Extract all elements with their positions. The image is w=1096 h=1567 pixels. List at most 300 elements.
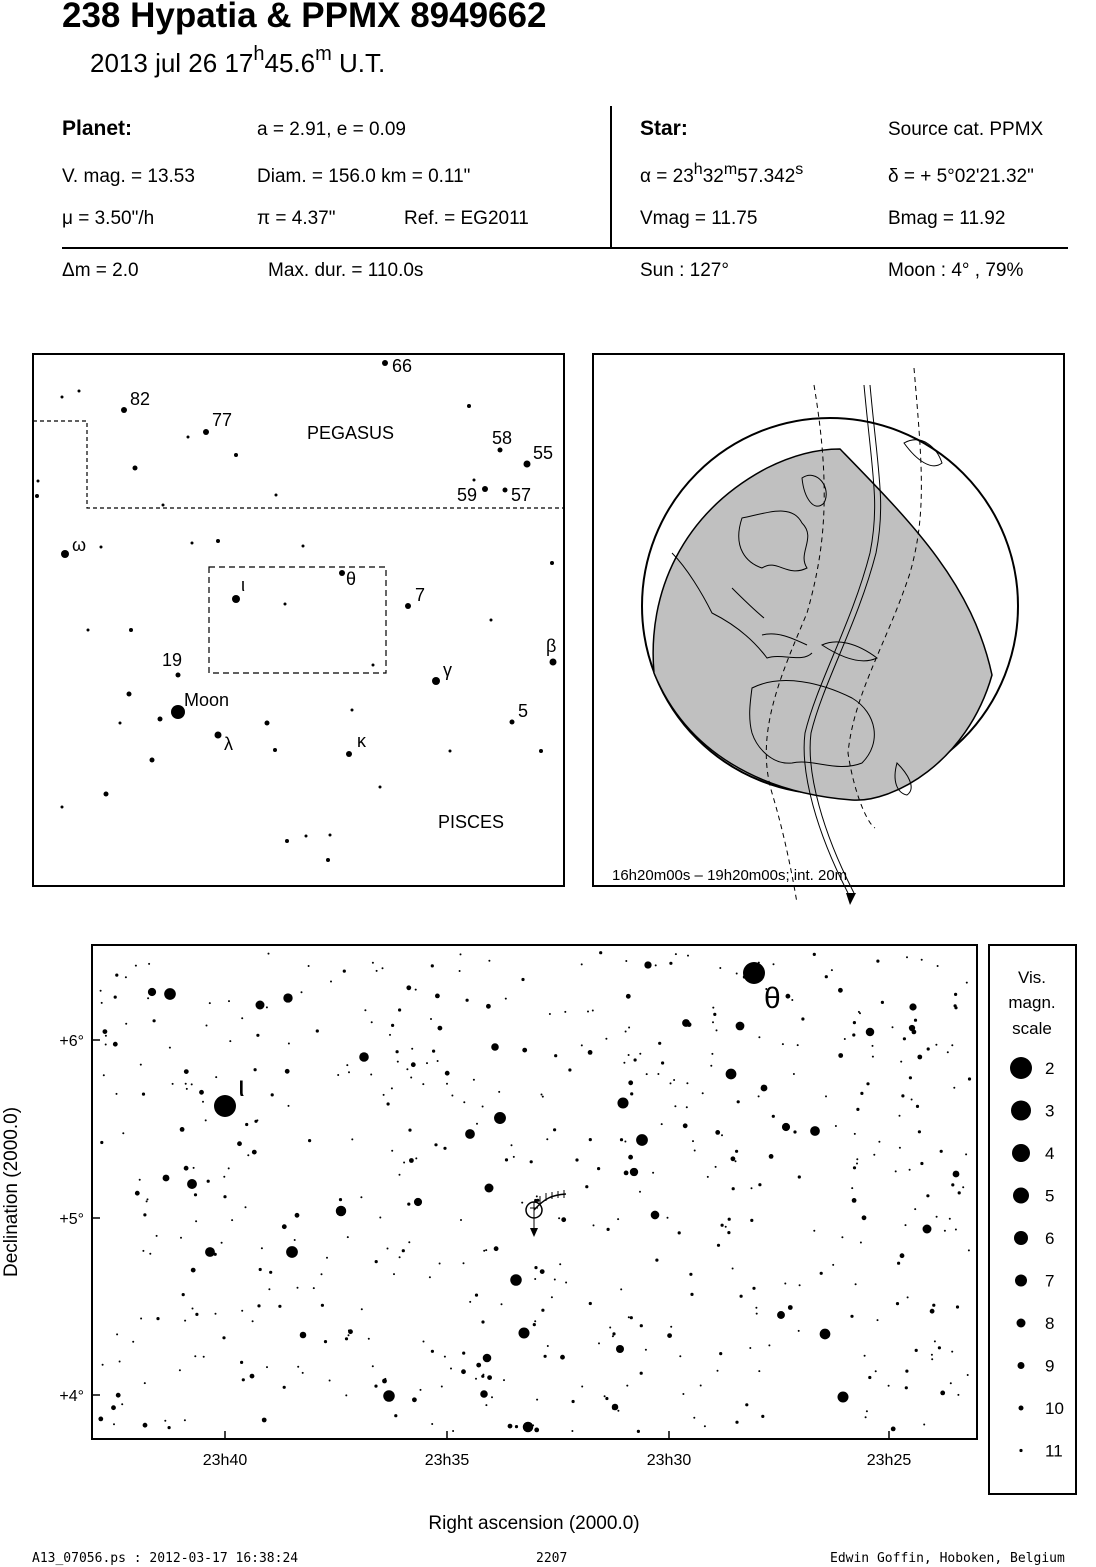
field-star xyxy=(949,1218,951,1220)
field-star xyxy=(503,1379,505,1381)
field-star xyxy=(533,1323,536,1326)
author: Edwin Goffin, Hoboken, Belgium xyxy=(830,1551,1065,1566)
field-star xyxy=(268,953,270,955)
field-star xyxy=(727,1231,730,1234)
field-star xyxy=(348,1329,353,1334)
legend-title-2: magn. xyxy=(1008,993,1056,1012)
ra-tick-2325: 23h25 xyxy=(866,1452,912,1469)
planet-orbit: a = 2.91, e = 0.09 xyxy=(257,119,406,140)
field-star xyxy=(148,988,156,996)
field-star xyxy=(850,1315,853,1318)
label-19: 19 xyxy=(162,650,183,670)
x-axis-label: Right ascension (2000.0) xyxy=(428,1513,640,1534)
field-star xyxy=(853,1166,856,1169)
field-star xyxy=(736,973,738,975)
field-star xyxy=(192,1308,194,1310)
field-star xyxy=(568,1068,571,1071)
field-star xyxy=(735,1160,737,1162)
field-star xyxy=(667,1333,672,1338)
legend-mag-label: 4 xyxy=(1045,1144,1055,1163)
field-star xyxy=(940,1150,943,1153)
field-star xyxy=(256,1034,259,1037)
field-star xyxy=(460,1219,462,1221)
field-star xyxy=(930,1309,935,1314)
field-star xyxy=(149,1253,151,1255)
field-star xyxy=(399,1174,401,1176)
label-59: 59 xyxy=(457,485,478,505)
ra-tick-labels xyxy=(203,1452,912,1469)
field-star xyxy=(758,1183,761,1186)
field-star xyxy=(891,1427,896,1432)
field-star xyxy=(431,1350,434,1353)
field-star xyxy=(551,1296,553,1298)
field-star xyxy=(297,1366,299,1368)
field-star xyxy=(302,1372,304,1374)
field-star xyxy=(485,1249,487,1251)
star-iota xyxy=(214,1095,236,1117)
field-star xyxy=(345,1337,348,1340)
field-star xyxy=(487,1375,492,1380)
field-star xyxy=(679,1355,681,1357)
field-star xyxy=(182,1293,185,1296)
field-star xyxy=(295,1213,300,1218)
field-star xyxy=(731,1156,736,1161)
field-star xyxy=(297,1287,299,1289)
field-star xyxy=(403,1162,405,1164)
field-star xyxy=(372,1365,374,1367)
field-star xyxy=(348,1334,350,1336)
planet-ref: Ref. = EG2011 xyxy=(404,208,529,229)
field-star xyxy=(343,970,346,973)
field-star xyxy=(873,1154,875,1156)
field-star xyxy=(469,1301,471,1303)
field-star xyxy=(203,1356,205,1358)
field-star xyxy=(588,1050,593,1055)
field-star xyxy=(598,1342,600,1344)
field-star xyxy=(788,1305,793,1310)
field-star xyxy=(717,1370,719,1372)
field-star xyxy=(628,1155,633,1160)
field-star xyxy=(384,1378,386,1380)
field-star xyxy=(135,1191,140,1196)
legend-mag-label: 9 xyxy=(1045,1356,1055,1376)
field-star xyxy=(505,1158,508,1161)
field-star xyxy=(791,999,793,1001)
field-star xyxy=(125,1023,127,1025)
field-star xyxy=(426,1062,428,1064)
field-star xyxy=(916,1105,919,1108)
field-star xyxy=(336,1206,346,1216)
field-star xyxy=(184,1166,189,1171)
event-time: 2013 jul 26 17$^h$45.6$^m$ U.T. xyxy=(90,43,386,78)
label-lambda: λ xyxy=(224,734,233,754)
field-star xyxy=(394,1414,397,1417)
field-star xyxy=(951,1183,954,1186)
field-star xyxy=(587,1011,589,1013)
field-star xyxy=(721,1134,723,1136)
field-star xyxy=(899,1147,901,1149)
field-star xyxy=(491,1043,499,1051)
field-star xyxy=(777,1311,785,1319)
field-star xyxy=(100,1141,103,1144)
field-star xyxy=(360,1196,362,1198)
legend-dot xyxy=(1013,1188,1029,1204)
field-star xyxy=(630,1316,633,1319)
field-star xyxy=(907,1296,909,1298)
label-pegasus: PEGASUS xyxy=(307,423,395,443)
field-star xyxy=(410,1077,412,1079)
field-star xyxy=(262,1418,267,1423)
field-star xyxy=(163,1175,170,1182)
field-star xyxy=(700,1385,702,1387)
field-star xyxy=(589,1302,592,1305)
legend-dot xyxy=(1015,1275,1027,1287)
field-star xyxy=(719,1352,722,1355)
field-star xyxy=(430,1018,432,1020)
field-star xyxy=(597,1167,600,1170)
field-star xyxy=(554,1279,556,1281)
field-star xyxy=(398,1008,401,1011)
field-star xyxy=(936,1216,938,1218)
field-star xyxy=(229,1040,231,1042)
field-star xyxy=(379,1217,381,1219)
field-star xyxy=(214,1253,217,1256)
field-star xyxy=(852,1033,855,1036)
field-star xyxy=(184,1320,186,1322)
field-star xyxy=(607,1228,610,1231)
field-star xyxy=(689,1273,692,1276)
field-star xyxy=(693,1417,695,1419)
field-star xyxy=(772,1115,775,1118)
field-star xyxy=(111,1405,116,1410)
field-star xyxy=(195,1313,198,1316)
field-star xyxy=(624,1171,629,1176)
field-star xyxy=(571,1430,573,1432)
field-star xyxy=(947,1051,949,1053)
field-star xyxy=(956,1305,959,1308)
label-58: 58 xyxy=(492,428,513,448)
field-star xyxy=(431,1423,433,1425)
field-star xyxy=(411,1048,413,1050)
field-star xyxy=(940,1391,945,1396)
field-star xyxy=(561,1217,566,1222)
field-star xyxy=(544,1355,547,1358)
field-star xyxy=(702,1092,704,1094)
field-star xyxy=(825,975,828,978)
field-star xyxy=(855,1283,857,1285)
field-star xyxy=(541,1309,544,1312)
field-star xyxy=(911,1099,913,1101)
field-star xyxy=(620,1288,622,1290)
field-star xyxy=(921,959,923,961)
field-star xyxy=(483,1354,492,1363)
field-star xyxy=(694,1150,696,1152)
field-star xyxy=(626,994,631,999)
planet-mu: μ = 3.50"/h xyxy=(62,208,155,229)
field-star xyxy=(915,1349,918,1352)
field-star xyxy=(102,1364,104,1366)
field-star xyxy=(624,1141,626,1143)
field-star xyxy=(841,1236,843,1238)
field-star xyxy=(300,1332,307,1339)
field-star xyxy=(115,974,118,977)
field-star xyxy=(415,989,417,991)
field-star xyxy=(288,1043,290,1045)
label-beta: β xyxy=(546,636,557,656)
magnitude-legend xyxy=(988,944,1078,1496)
field-star xyxy=(547,1345,549,1347)
field-star xyxy=(396,1050,399,1053)
field-star xyxy=(875,1370,877,1372)
field-star xyxy=(749,1347,751,1349)
dec-tick-6: +6° xyxy=(59,1033,84,1050)
field-star xyxy=(625,1031,627,1033)
field-star xyxy=(966,982,968,984)
field-star xyxy=(935,1044,937,1046)
star-heading: Star: xyxy=(640,117,688,140)
field-star xyxy=(414,1198,422,1206)
legend-dot xyxy=(1019,1449,1022,1452)
field-star xyxy=(751,1187,753,1189)
field-star xyxy=(782,1123,790,1131)
label-5: 5 xyxy=(518,701,529,721)
field-star xyxy=(412,1397,417,1402)
field-star xyxy=(704,1425,706,1427)
field-star xyxy=(967,1374,969,1376)
ra-tick-2340: 23h40 xyxy=(202,1452,248,1469)
field-star xyxy=(443,1147,446,1150)
field-star xyxy=(581,963,583,965)
field-star xyxy=(206,1025,208,1027)
field-star xyxy=(301,991,303,993)
field-star xyxy=(522,1048,527,1053)
label-55: 55 xyxy=(533,443,554,463)
field-star xyxy=(266,1366,268,1368)
field-star xyxy=(515,1425,518,1428)
field-star xyxy=(482,1106,484,1108)
field-star xyxy=(278,1305,281,1308)
field-star xyxy=(422,1083,424,1085)
field-star xyxy=(953,1087,955,1089)
field-star xyxy=(475,1294,478,1297)
field-star xyxy=(376,970,378,972)
field-star xyxy=(628,1027,630,1029)
star-source: Source cat. PPMX xyxy=(888,119,1044,140)
field-star xyxy=(725,1226,727,1228)
field-star xyxy=(687,955,689,957)
field-star xyxy=(877,1319,879,1321)
field-star xyxy=(146,1200,148,1202)
legend-title-3: scale xyxy=(1012,1019,1052,1038)
field-star xyxy=(231,1219,233,1221)
field-star xyxy=(831,969,833,971)
field-star xyxy=(612,1408,614,1410)
sun-elongation: Sun : 127° xyxy=(640,260,729,281)
field-star xyxy=(897,1262,900,1265)
field-star xyxy=(682,1393,684,1395)
field-star xyxy=(554,1054,557,1057)
field-star xyxy=(534,1428,539,1433)
field-star xyxy=(905,1386,908,1389)
field-star xyxy=(773,963,775,965)
field-star xyxy=(593,1224,595,1226)
field-star xyxy=(630,1092,633,1095)
field-star xyxy=(473,1079,475,1081)
field-star xyxy=(888,1385,890,1387)
legend-mag-label: 3 xyxy=(1045,1101,1055,1121)
field-star xyxy=(228,1000,230,1002)
field-star xyxy=(347,1236,349,1238)
star-chart xyxy=(0,940,1096,1540)
field-star xyxy=(406,985,411,990)
field-star xyxy=(605,1038,607,1040)
field-star xyxy=(820,1329,831,1340)
field-star xyxy=(572,1400,575,1403)
field-star xyxy=(686,1082,688,1084)
field-star xyxy=(321,1304,324,1307)
label-kappa: κ xyxy=(357,731,366,751)
field-star xyxy=(914,1208,916,1210)
field-star xyxy=(205,1119,207,1121)
field-star xyxy=(923,1424,925,1426)
field-star xyxy=(735,1150,738,1153)
field-star xyxy=(732,1268,734,1270)
field-star xyxy=(899,1115,901,1117)
field-star xyxy=(439,1263,441,1265)
field-star xyxy=(406,1068,408,1070)
label-omega: ω xyxy=(72,535,87,555)
field-star xyxy=(530,1160,533,1163)
field-star xyxy=(156,1317,159,1320)
field-star xyxy=(732,1187,735,1190)
planet-vmag: V. mag. = 13.53 xyxy=(62,166,195,187)
field-star xyxy=(485,1404,487,1406)
field-star xyxy=(637,1430,640,1433)
field-star xyxy=(786,994,791,999)
field-star xyxy=(752,1287,755,1290)
field-star xyxy=(359,1052,369,1062)
legend-dot xyxy=(1010,1057,1032,1079)
field-star xyxy=(321,1273,323,1275)
field-star xyxy=(670,1326,672,1328)
field-star xyxy=(222,1336,225,1339)
field-star xyxy=(316,1029,319,1032)
field-star xyxy=(844,1038,846,1040)
field-star xyxy=(646,1073,648,1075)
field-star xyxy=(968,1077,971,1080)
field-star xyxy=(409,1158,414,1163)
field-star xyxy=(261,1247,263,1249)
field-star xyxy=(371,1021,373,1023)
field-star xyxy=(330,981,332,983)
field-star xyxy=(914,1019,917,1022)
field-star xyxy=(113,1423,115,1425)
field-star xyxy=(612,1332,615,1335)
field-star xyxy=(245,1123,248,1126)
dec-tick-5: +5° xyxy=(59,1211,84,1228)
label-theta: θ xyxy=(346,569,357,589)
planet-heading: Planet: xyxy=(62,117,133,140)
field-star xyxy=(931,1354,933,1356)
field-star xyxy=(494,1246,499,1251)
field-star xyxy=(256,1119,258,1121)
field-star xyxy=(901,1094,904,1097)
field-star xyxy=(761,1415,764,1418)
field-star xyxy=(825,1095,827,1097)
field-star xyxy=(364,1009,366,1011)
field-star xyxy=(793,1073,795,1075)
field-star xyxy=(896,1302,899,1305)
field-star xyxy=(508,1424,513,1429)
field-star xyxy=(536,1399,538,1401)
legend-mag-label: 2 xyxy=(1045,1059,1055,1078)
field-star xyxy=(494,1112,506,1124)
label-theta: θ xyxy=(764,982,781,1015)
field-star xyxy=(712,1021,714,1023)
field-star xyxy=(423,1341,425,1343)
field-star xyxy=(761,1085,768,1092)
field-star xyxy=(862,1215,867,1220)
ra-tick-2335: 23h35 xyxy=(424,1452,470,1469)
field-star xyxy=(372,962,374,964)
field-star xyxy=(958,1191,961,1194)
field-star xyxy=(651,1211,660,1220)
field-star xyxy=(853,1021,856,1024)
field-star xyxy=(215,1313,217,1315)
field-star xyxy=(658,1042,661,1045)
legend-dot xyxy=(1018,1362,1025,1369)
field-star xyxy=(558,1217,560,1219)
field-star xyxy=(429,1276,431,1278)
y-axis-label: Declination (2000.0) xyxy=(1,1106,22,1278)
field-star xyxy=(143,1423,148,1428)
field-star xyxy=(707,1176,709,1178)
field-star xyxy=(221,1242,223,1244)
field-star xyxy=(142,1250,144,1252)
field-star xyxy=(460,953,462,955)
field-star xyxy=(905,1370,908,1373)
field-star xyxy=(895,1170,897,1172)
field-star xyxy=(186,1088,188,1090)
field-star xyxy=(953,1171,960,1178)
field-star xyxy=(441,1386,443,1388)
field-star xyxy=(408,1241,410,1243)
field-star xyxy=(669,962,672,965)
column-divider xyxy=(610,106,612,248)
field-star xyxy=(168,1426,171,1429)
field-star xyxy=(250,1374,255,1379)
field-star xyxy=(247,1154,249,1156)
field-star xyxy=(103,1074,105,1076)
field-star xyxy=(609,1327,611,1329)
legend-mag-label: 8 xyxy=(1045,1314,1055,1333)
field-star xyxy=(435,994,440,999)
field-star xyxy=(782,1043,784,1045)
field-star xyxy=(690,1293,693,1296)
field-star xyxy=(900,1253,905,1258)
dec-tick-4: +4° xyxy=(59,1388,84,1405)
field-star xyxy=(639,1191,641,1193)
field-star xyxy=(661,1123,663,1125)
field-star xyxy=(581,1386,583,1388)
field-star xyxy=(391,1150,393,1152)
field-star xyxy=(756,1313,758,1315)
field-star xyxy=(938,1346,941,1349)
field-star xyxy=(191,1268,196,1273)
star-theta xyxy=(743,962,765,984)
field-star xyxy=(715,1130,720,1135)
field-star xyxy=(604,1395,606,1397)
